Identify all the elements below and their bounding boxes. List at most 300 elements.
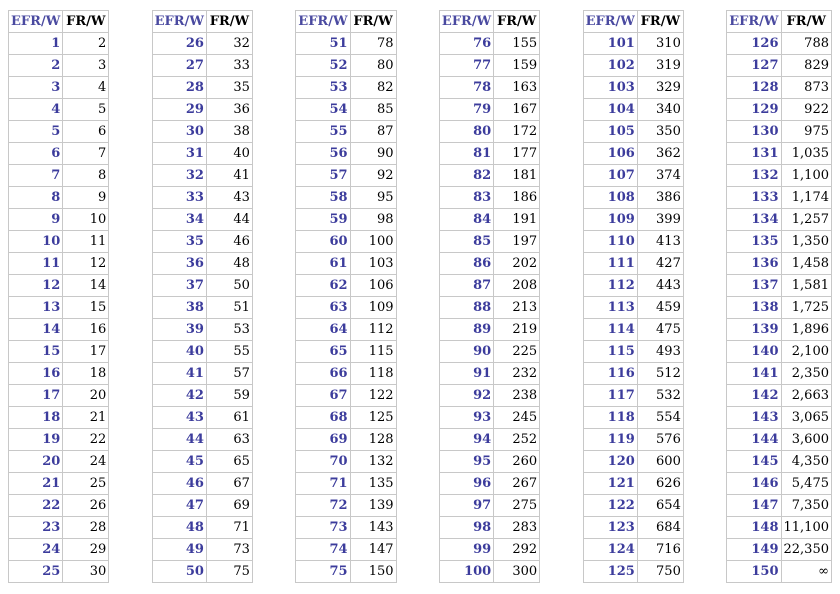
fr-cell: 163 [494,77,540,99]
fr-cell: 11 [63,231,109,253]
efr-cell: 127 [727,55,781,77]
fr-cell: 67 [206,473,252,495]
fr-cell: 362 [637,143,683,165]
fr-cell: 38 [206,121,252,143]
efr-cell: 129 [727,99,781,121]
fr-cell: 427 [637,253,683,275]
efr-cell: 81 [439,143,493,165]
efr-cell: 142 [727,385,781,407]
efr-cell: 10 [9,231,63,253]
table-row [727,451,832,473]
table-row [152,231,252,253]
table-row [152,341,252,363]
efr-cell: 26 [152,33,206,55]
efr-column-header: EFR/W [439,11,493,33]
fr-cell: 1,100 [781,165,832,187]
table-row [439,187,539,209]
fr-cell: 750 [637,561,683,583]
efr-cell: 54 [296,99,350,121]
table-row [727,539,832,561]
fr-cell: 55 [206,341,252,363]
table-row [9,451,109,473]
table-row [439,55,539,77]
efr-cell: 59 [296,209,350,231]
efr-cell: 133 [727,187,781,209]
efr-cell: 19 [9,429,63,451]
table-row [9,275,109,297]
table-row [439,253,539,275]
table-row [727,561,832,583]
efr-cell: 55 [296,121,350,143]
fr-cell: 50 [206,275,252,297]
table-row [152,121,252,143]
fr-cell: 28 [63,517,109,539]
fr-cell: 167 [494,99,540,121]
fr-cell: 75 [206,561,252,583]
table-row [583,385,683,407]
fr-cell: 225 [494,341,540,363]
fr-cell: 329 [637,77,683,99]
efr-cell: 57 [296,165,350,187]
table-row [727,517,832,539]
table-row [9,561,109,583]
table-row [439,121,539,143]
table-row [727,297,832,319]
table-row [152,473,252,495]
table-row [583,451,683,473]
efr-cell: 101 [583,33,637,55]
efr-cell: 105 [583,121,637,143]
efr-cell: 138 [727,297,781,319]
table-row [152,561,252,583]
table-header-row [583,11,683,33]
efr-cell: 141 [727,363,781,385]
efr-cell: 13 [9,297,63,319]
table-row [583,99,683,121]
fr-cell: 245 [494,407,540,429]
table-row [727,341,832,363]
fr-cell: 92 [350,165,396,187]
fr-cell: 300 [494,561,540,583]
fr-cell: 232 [494,363,540,385]
fr-cell: 1,725 [781,297,832,319]
efr-cell: 125 [583,561,637,583]
fr-cell: 716 [637,539,683,561]
efr-cell: 7 [9,165,63,187]
fr-column-header: FR/W [206,11,252,33]
table-row [727,121,832,143]
fr-cell: 69 [206,495,252,517]
table-row [296,363,396,385]
table-row [152,517,252,539]
fr-cell: 29 [63,539,109,561]
table-row [296,275,396,297]
efr-cell: 11 [9,253,63,275]
efr-cell: 73 [296,517,350,539]
efr-cell: 107 [583,165,637,187]
fr-cell: 213 [494,297,540,319]
fr-cell: 238 [494,385,540,407]
efr-cell: 37 [152,275,206,297]
fr-cell: 71 [206,517,252,539]
efr-cell: 56 [296,143,350,165]
efr-cell: 71 [296,473,350,495]
efr-cell: 72 [296,495,350,517]
table-row [9,253,109,275]
fr-cell: 4 [63,77,109,99]
fr-cell: 1,581 [781,275,832,297]
table-row [9,429,109,451]
table-row [296,143,396,165]
efr-cell: 44 [152,429,206,451]
fr-cell: 532 [637,385,683,407]
fr-cell: 41 [206,165,252,187]
table-header-row [9,11,109,33]
efr-cell: 79 [439,99,493,121]
fr-cell: 1,350 [781,231,832,253]
fr-cell: 3,600 [781,429,832,451]
table-row [296,539,396,561]
fr-cell: ∞ [781,561,832,583]
fr-cell: 65 [206,451,252,473]
efr-cell: 85 [439,231,493,253]
fr-cell: 100 [350,231,396,253]
table-row [439,451,539,473]
table-row [583,165,683,187]
table-row [727,165,832,187]
table-row [727,231,832,253]
efr-cell: 146 [727,473,781,495]
table-row [296,121,396,143]
efr-cell: 80 [439,121,493,143]
fr-cell: 17 [63,341,109,363]
table-row [583,473,683,495]
fr-cell: 459 [637,297,683,319]
table-row [152,165,252,187]
efr-cell: 61 [296,253,350,275]
fr-cell: 87 [350,121,396,143]
efr-cell: 149 [727,539,781,561]
efr-cell: 41 [152,363,206,385]
efr-cell: 12 [9,275,63,297]
table-row [152,429,252,451]
fr-cell: 103 [350,253,396,275]
table-row [296,33,396,55]
efr-cell: 38 [152,297,206,319]
efr-cell: 2 [9,55,63,77]
efr-cell: 109 [583,209,637,231]
efr-cell: 16 [9,363,63,385]
table-row [439,275,539,297]
fr-cell: 73 [206,539,252,561]
efr-cell: 100 [439,561,493,583]
table-row [439,385,539,407]
fr-cell: 600 [637,451,683,473]
table-row [152,451,252,473]
efr-cell: 68 [296,407,350,429]
fr-cell: 32 [206,33,252,55]
table-row [583,209,683,231]
table-row [727,209,832,231]
efr-cell: 110 [583,231,637,253]
fr-cell: 139 [350,495,396,517]
table-row [727,275,832,297]
table-row [439,517,539,539]
efr-cell: 87 [439,275,493,297]
efr-cell: 92 [439,385,493,407]
fr-cell: 208 [494,275,540,297]
efr-cell: 130 [727,121,781,143]
table-row [296,517,396,539]
table-row [727,385,832,407]
table-row [727,99,832,121]
table-row [152,297,252,319]
efr-cell: 46 [152,473,206,495]
efr-cell: 48 [152,517,206,539]
efr-cell: 23 [9,517,63,539]
table-row [439,319,539,341]
fr-cell: 493 [637,341,683,363]
efr-cell: 135 [727,231,781,253]
fr-cell: 202 [494,253,540,275]
efr-cell: 51 [296,33,350,55]
efr-cell: 124 [583,539,637,561]
efr-cell: 114 [583,319,637,341]
fr-cell: 106 [350,275,396,297]
fr-column-header: FR/W [494,11,540,33]
efr-cell: 143 [727,407,781,429]
efr-cell: 67 [296,385,350,407]
fr-cell: 975 [781,121,832,143]
table-row [727,363,832,385]
fr-cell: 684 [637,517,683,539]
table-row [439,209,539,231]
fr-cell: 181 [494,165,540,187]
efr-cell: 40 [152,341,206,363]
efr-cell: 93 [439,407,493,429]
table-row [9,55,109,77]
efr-cell: 120 [583,451,637,473]
table-row [583,517,683,539]
fr-cell: 25 [63,473,109,495]
efr-cell: 32 [152,165,206,187]
fr-cell: 177 [494,143,540,165]
table-row [296,209,396,231]
table-row [152,275,252,297]
table-row [439,407,539,429]
efr-cell: 14 [9,319,63,341]
table-row [9,143,109,165]
table-row [727,407,832,429]
fr-cell: 20 [63,385,109,407]
fr-cell: 85 [350,99,396,121]
table-row [9,495,109,517]
table-row [9,341,109,363]
fr-cell: 48 [206,253,252,275]
table-row [296,187,396,209]
efr-cell: 77 [439,55,493,77]
efr-table-1 [8,10,109,583]
table-header-row [296,11,396,33]
efr-cell: 121 [583,473,637,495]
table-row [9,319,109,341]
fr-cell: 12 [63,253,109,275]
table-row [152,385,252,407]
fr-cell: 90 [350,143,396,165]
table-row [296,473,396,495]
efr-cell: 6 [9,143,63,165]
table-row [583,121,683,143]
efr-cell: 134 [727,209,781,231]
efr-cell: 8 [9,187,63,209]
efr-cell: 111 [583,253,637,275]
fr-cell: 283 [494,517,540,539]
fr-cell: 115 [350,341,396,363]
efr-cell: 20 [9,451,63,473]
table-row [296,429,396,451]
table-row [439,165,539,187]
table-row [583,253,683,275]
fr-cell: 186 [494,187,540,209]
table-row [439,341,539,363]
efr-table-5 [583,10,684,583]
fr-cell: 399 [637,209,683,231]
table-row [583,275,683,297]
efr-cell: 140 [727,341,781,363]
table-row [9,385,109,407]
fr-cell: 128 [350,429,396,451]
table-row [439,561,539,583]
efr-cell: 31 [152,143,206,165]
efr-cell: 94 [439,429,493,451]
fr-cell: 2,663 [781,385,832,407]
fr-cell: 654 [637,495,683,517]
fr-cell: 443 [637,275,683,297]
fr-cell: 33 [206,55,252,77]
fr-cell: 310 [637,33,683,55]
table-row [296,55,396,77]
table-row [296,407,396,429]
efr-cell: 139 [727,319,781,341]
table-row [9,209,109,231]
fr-cell: 143 [350,517,396,539]
fr-cell: 788 [781,33,832,55]
table-row [9,99,109,121]
table-row [152,33,252,55]
fr-cell: 78 [350,33,396,55]
fr-cell: 95 [350,187,396,209]
table-row [439,143,539,165]
fr-cell: 554 [637,407,683,429]
efr-table-group [8,10,832,583]
efr-cell: 90 [439,341,493,363]
table-row [296,231,396,253]
fr-cell: 22,350 [781,539,832,561]
efr-column-header: EFR/W [727,11,781,33]
efr-cell: 137 [727,275,781,297]
efr-cell: 89 [439,319,493,341]
efr-cell: 69 [296,429,350,451]
table-row [152,99,252,121]
fr-cell: 43 [206,187,252,209]
efr-cell: 52 [296,55,350,77]
table-row [9,187,109,209]
fr-cell: 1,174 [781,187,832,209]
efr-cell: 60 [296,231,350,253]
efr-cell: 115 [583,341,637,363]
efr-cell: 63 [296,297,350,319]
efr-cell: 24 [9,539,63,561]
table-row [439,33,539,55]
fr-column-header: FR/W [781,11,832,33]
table-row [296,99,396,121]
fr-cell: 125 [350,407,396,429]
efr-cell: 36 [152,253,206,275]
efr-cell: 1 [9,33,63,55]
efr-column-header: EFR/W [583,11,637,33]
fr-cell: 292 [494,539,540,561]
table-row [152,187,252,209]
fr-cell: 51 [206,297,252,319]
fr-cell: 118 [350,363,396,385]
efr-cell: 58 [296,187,350,209]
table-row [9,77,109,99]
efr-cell: 75 [296,561,350,583]
table-row [583,319,683,341]
table-row [583,495,683,517]
fr-cell: 350 [637,121,683,143]
table-row [152,495,252,517]
table-row [9,165,109,187]
efr-cell: 99 [439,539,493,561]
efr-cell: 103 [583,77,637,99]
table-row [727,143,832,165]
fr-cell: 386 [637,187,683,209]
table-header-row [727,11,832,33]
fr-cell: 63 [206,429,252,451]
table-row [152,143,252,165]
efr-cell: 150 [727,561,781,583]
fr-cell: 1,458 [781,253,832,275]
efr-cell: 112 [583,275,637,297]
table-row [9,363,109,385]
table-row [296,495,396,517]
fr-cell: 197 [494,231,540,253]
fr-cell: 53 [206,319,252,341]
efr-cell: 65 [296,341,350,363]
table-row [296,451,396,473]
efr-cell: 97 [439,495,493,517]
table-row [583,231,683,253]
table-row [439,495,539,517]
fr-cell: 267 [494,473,540,495]
table-row [296,165,396,187]
fr-cell: 14 [63,275,109,297]
table-row [583,539,683,561]
fr-cell: 36 [206,99,252,121]
fr-cell: 252 [494,429,540,451]
table-row [152,539,252,561]
table-row [152,55,252,77]
efr-cell: 118 [583,407,637,429]
efr-cell: 18 [9,407,63,429]
fr-cell: 57 [206,363,252,385]
table-row [583,341,683,363]
fr-cell: 2 [63,33,109,55]
fr-cell: 319 [637,55,683,77]
efr-cell: 53 [296,77,350,99]
table-row [439,77,539,99]
